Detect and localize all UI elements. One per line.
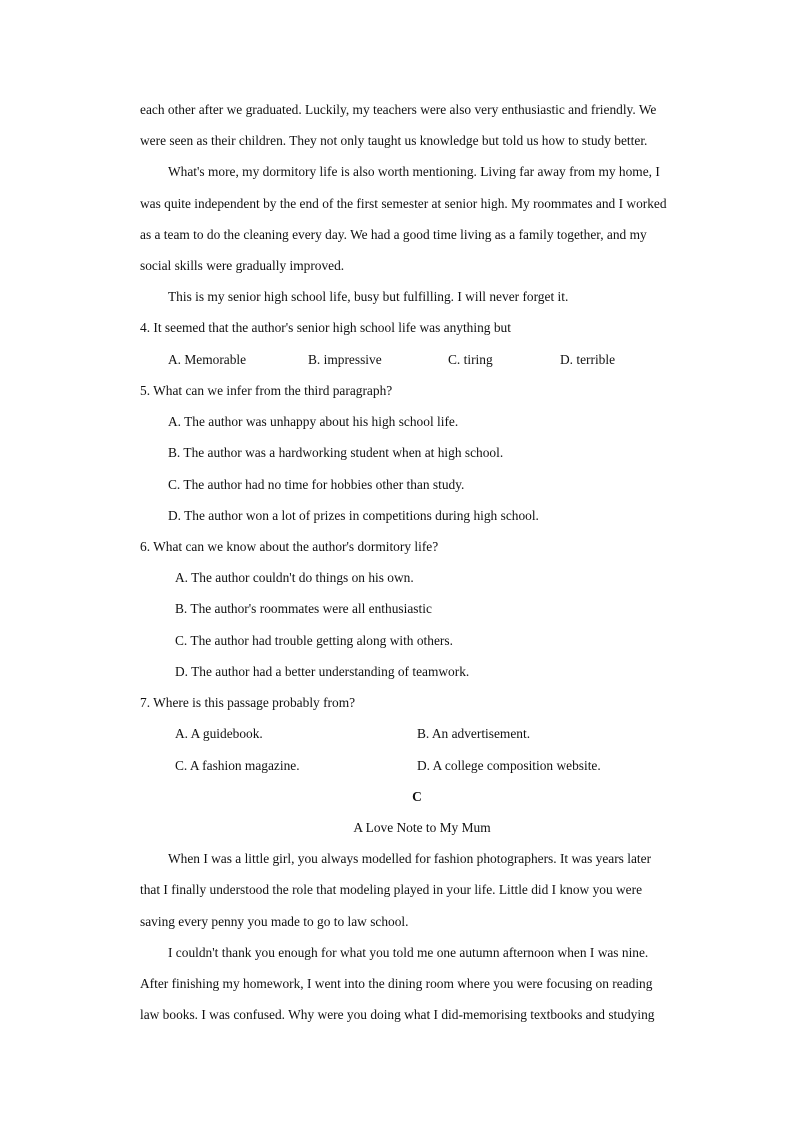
passage-line: This is my senior high school life, busy but fulfilling. I will never forget it. <box>168 289 569 304</box>
section-title: A Love Note to My Mum <box>353 820 491 835</box>
q7-option-c[interactable]: C. A fashion magazine. <box>175 758 300 773</box>
passage-line: I couldn't thank you enough for what you told me one autumn afternoon when I was nine. <box>168 945 649 960</box>
passage-line: What's more, my dormitory life is also worth mentioning. Living far away from my home, I <box>168 164 660 179</box>
question-stem-4: 4. It seemed that the author's senior high school life was anything but <box>140 320 511 335</box>
q4-option-a[interactable]: A. Memorable <box>168 352 247 367</box>
passage-line: as a team to do the cleaning every day. We had a good time living as a family together, and my <box>140 227 647 242</box>
q4-option-d[interactable]: D. terrible <box>560 352 616 367</box>
q7-option-d[interactable]: D. A college composition website. <box>417 758 601 773</box>
q6-option-a[interactable]: A. The author couldn't do things on his own. <box>175 570 414 585</box>
q6-option-d[interactable]: D. The author had a better understanding of teamwork. <box>175 664 470 679</box>
q5-option-c[interactable]: C. The author had no time for hobbies other than study. <box>168 477 465 492</box>
q7-option-b[interactable]: B. An advertisement. <box>417 726 531 741</box>
passage-line: law books. I was confused. Why were you doing what I did-memorising textbooks and studying <box>140 1007 655 1022</box>
passage-line: saving every penny you made to go to law school. <box>140 914 409 929</box>
q4-option-b[interactable]: B. impressive <box>308 352 382 367</box>
passage-line: were seen as their children. They not only taught us knowledge but told us how to study better. <box>140 133 648 148</box>
passage-line: that I finally understood the role that modeling played in your life. Little did I know you were <box>140 882 643 897</box>
q5-option-d[interactable]: D. The author won a lot of prizes in competitions during high school. <box>168 508 539 523</box>
passage-line: was quite independent by the end of the first semester at senior high. My roommates and I worked <box>140 196 667 211</box>
q6-option-b[interactable]: B. The author's roommates were all enthusiastic <box>175 601 432 616</box>
passage-line: After finishing my homework, I went into the dining room where you were focusing on reading <box>140 976 653 991</box>
passage-line: social skills were gradually improved. <box>140 258 345 273</box>
q5-option-b[interactable]: B. The author was a hardworking student when at high school. <box>168 445 504 460</box>
question-stem-5: 5. What can we infer from the third paragraph? <box>140 383 393 398</box>
q6-option-c[interactable]: C. The author had trouble getting along with others. <box>175 633 453 648</box>
q7-option-a[interactable]: A. A guidebook. <box>175 726 263 741</box>
question-stem-7: 7. Where is this passage probably from? <box>140 695 356 710</box>
q4-option-c[interactable]: C. tiring <box>448 352 493 367</box>
section-label: C <box>412 789 422 804</box>
passage-line: each other after we graduated. Luckily, my teachers were also very enthusiastic and friendly. We <box>140 102 657 117</box>
question-stem-6: 6. What can we know about the author's dormitory life? <box>140 539 439 554</box>
passage-line: When I was a little girl, you always modelled for fashion photographers. It was years later <box>168 851 652 866</box>
q5-option-a[interactable]: A. The author was unhappy about his high school life. <box>168 414 459 429</box>
